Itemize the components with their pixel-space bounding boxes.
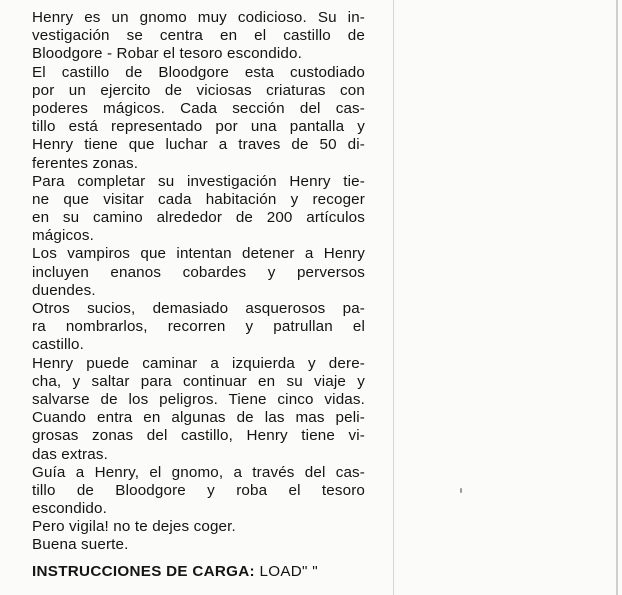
story-line: Cuando entra en algunas de las mas peli-	[32, 409, 365, 427]
story-line: Guía a Henry, el gnomo, a través del cas-	[32, 463, 365, 481]
story-line: tillo está representado por una pantalla y	[32, 118, 365, 136]
load-command: LOAD" "	[259, 563, 318, 580]
story-line: Para completar su investigación Henry tie-	[32, 172, 365, 190]
load-instructions-label: INSTRUCCIONES DE CARGA:	[32, 563, 255, 580]
story-line: mágicos.	[32, 227, 94, 245]
print-speck	[460, 488, 462, 493]
story-text	[32, 9, 365, 555]
story-line: cha, y saltar para continuar en su viaje y	[32, 372, 365, 390]
story-line: Los vampiros que intentan detener a Henry	[32, 245, 365, 263]
story-line: Henry puede caminar a izquierda y dere-	[32, 354, 365, 372]
story-line: tillo de Bloodgore y roba el tesoro	[32, 481, 365, 499]
load-instructions	[32, 563, 372, 581]
story-line: El castillo de Bloodgore esta custodiado	[32, 63, 365, 81]
story-line: duendes.	[32, 281, 96, 299]
story-line: Pero vigila! no te dejes coger.	[32, 518, 236, 536]
sheet-edge	[616, 0, 618, 595]
story-line: por un ejercito de viciosas criaturas con	[32, 81, 365, 99]
story-line: Otros sucios, demasiado asquerosos pa-	[32, 300, 365, 317]
story-line: poderes mágicos. Cada sección del cas-	[32, 99, 365, 117]
fold-line	[393, 0, 394, 595]
story-line: vestigación se centra en el castillo de	[32, 27, 365, 45]
story-line: salvarse de los peligros. Tiene cinco vidas.	[32, 390, 365, 408]
story-line: grosas zonas del castillo, Henry tiene vi-	[32, 427, 365, 445]
story-line: Henry tiene que luchar a traves de 50 di-	[32, 136, 365, 154]
story-line: das extras.	[32, 445, 108, 463]
story-line: Buena suerte.	[32, 536, 129, 554]
story-line: ra nombrarlos, recorren y patrullan el	[32, 318, 365, 336]
story-line: escondido.	[32, 500, 107, 518]
story-line: castillo.	[32, 336, 84, 354]
story-line: ferentes zonas.	[32, 154, 139, 172]
story-line: incluyen enanos cobardes y perversos	[32, 263, 365, 281]
story-line: Henry es un gnomo muy codicioso. Su in-	[32, 9, 365, 26]
story-line: ne que visitar cada habitación y recoger	[32, 190, 365, 208]
story-line: Bloodgore - Robar el tesoro escondido.	[32, 45, 302, 63]
story-line: en su camino alrededor de 200 artículos	[32, 209, 365, 227]
